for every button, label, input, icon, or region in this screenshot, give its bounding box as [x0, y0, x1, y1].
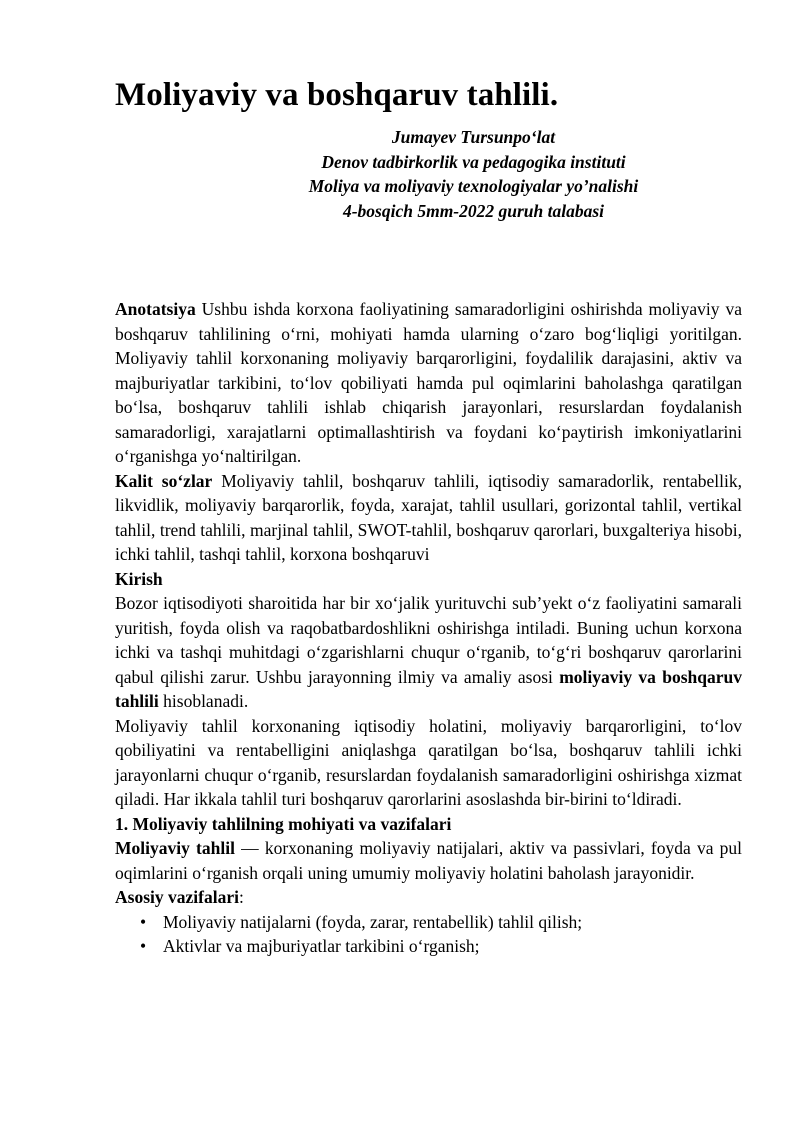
annotation-label: Anotatsiya: [115, 299, 196, 319]
section-1-heading: 1. Moliyaviy tahlilning mohiyati va vazifalari: [115, 813, 452, 834]
list-item: [115, 934, 742, 959]
tasks-label: Asosiy vazifalari: [115, 887, 239, 907]
intro-heading: Kirish: [115, 568, 163, 589]
list-item: [115, 910, 742, 935]
intro-paragraph-2: Moliyaviy tahlil korxonaning iqtisodiy holatini, moliyaviy barqarorligini, to‘lov qobiliyatini va rentabelligini aniqlashga qaratilgan bo‘lsa, boshqaruv tahlili ichki jarayonlarni chuqur o‘rganib, resurslardan foydalanish samaradorligini oshirishga xizmat qiladi. Har ikkala tahlil turi boshqaruv qarorlarini asoslashda bir-birini to‘ldiradi.: [115, 715, 742, 809]
tasks-label-line: [115, 885, 742, 910]
bullet-icon: •: [140, 911, 147, 932]
tasks-list: [115, 910, 742, 959]
document-title: Moliyaviy va boshqaruv tahlili.: [115, 77, 559, 113]
author-name: Jumayev Tursunpo‘lat: [391, 127, 556, 147]
intro-p1-end: hisoblanadi.: [158, 691, 249, 711]
annotation-text: Ushbu ishda korxona faoliyatining samaradorligini oshirishda moliyaviy va boshqaruv tahlilining o‘rni, mohiyati hamda ularning o‘zaro bog‘liqligi yoritilgan. Moliyaviy tahlil korxonaning moliyaviy barqarorligini, foydalilik darajasini, aktiv va majburiyatlar tarkibini, to‘lov qobiliyati hamda pul oqimlarini baholashga qaratilgan bo‘lsa, boshqaruv tahlili ishlab chiqarish jarayonlari, resurslardan foydalanish samaradorligi, xarajatlarni optimallashtirish va foydani ko‘paytirish imkoniyatlarini o‘rganishga yo‘naltirilgan.: [115, 299, 742, 466]
intro-p1-text: Bozor iqtisodiyoti sharoitida har bir xo‘jalik yurituvchi sub’yekt o‘z faoliyatini samarali yuritish, foyda olish va raqobatbardoshlikni oshirishga intiladi. Buning uchun korxona ichki va tashqi muhitdagi o‘zgarishlarni chuqur o‘rganib, to‘g‘ri boshqaruv qarorlarini qabul qilishi zarur. Ushbu jarayonning ilmiy va amaliy asosi: [115, 593, 742, 687]
author-group: 4-bosqich 5mm-2022 guruh talabasi: [342, 200, 605, 221]
keywords-label: Kalit so‘zlar: [115, 470, 213, 491]
author-program: Moliya va moliyaviy texnologiyalar yo’nalishi: [308, 176, 639, 196]
list-item-text: Aktivlar va majburiyatlar tarkibini o‘rganish;: [163, 936, 480, 956]
tasks-colon: :: [238, 887, 244, 907]
bullet-icon: •: [140, 936, 147, 956]
document-body: [115, 297, 742, 959]
definition-term: Moliyaviy tahlil: [115, 838, 235, 858]
author-block: [115, 125, 742, 223]
annotation-paragraph: [115, 297, 742, 469]
page-content: [115, 70, 742, 959]
intro-p1-bold: moliyaviy va boshqaruv tahlili: [115, 666, 742, 711]
definition-text: — korxonaning moliyaviy natijalari, aktiv va passivlari, foyda va pul oqimlarini o‘rganish orqali uning umumiy moliyaviy holatini baholash jarayonidir.: [115, 838, 743, 883]
keywords-text: Moliyaviy tahlil, boshqaruv tahlili, iqtisodiy samaradorlik, rentabellik, likvidlik, moliyaviy barqarorlik, foyda, xarajat, tahlil usullari, gorizontal tahlil, vertikal tahlil, trend tahlili, marjinal tahlil, SWOT-tahlil, boshqaruv qarorlari, buxgalteriya hisobi, ichki tahlil, tashqi tahlil, korxona boshqaruvi: [115, 470, 742, 564]
author-institution: Denov tadbirkorlik va pedagogika instituti: [321, 151, 626, 172]
keywords-paragraph: [115, 469, 742, 567]
list-item-text: Moliyaviy natijalarni (foyda, zarar, rentabellik) tahlil qilish;: [163, 911, 583, 932]
definition-paragraph: [115, 836, 742, 885]
intro-paragraph-1: [115, 591, 742, 714]
